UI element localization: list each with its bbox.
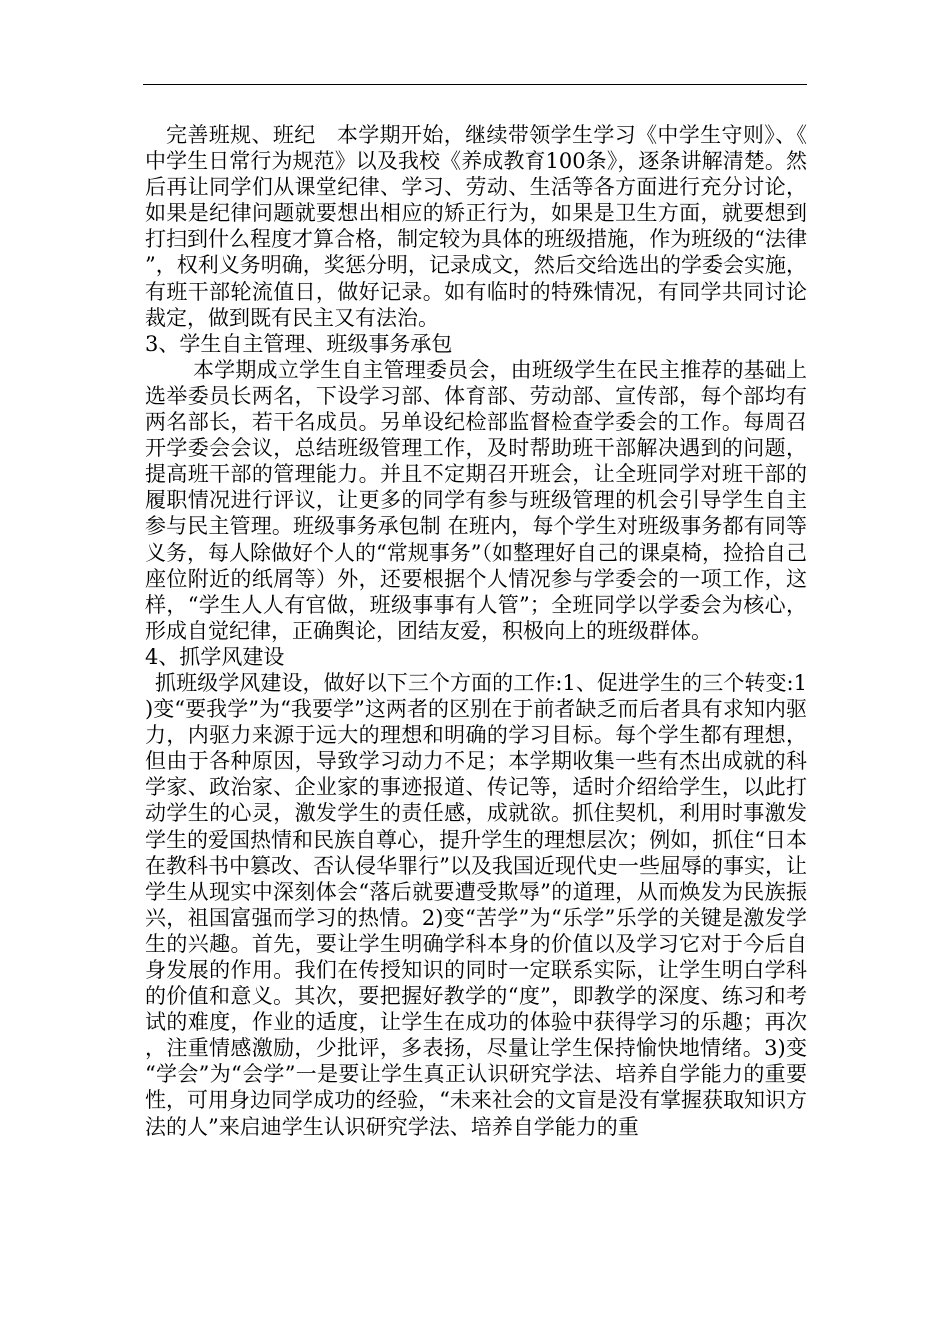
paragraph-study-style: 抓班级学风建设，做好以下三个方面的工作:1、促进学生的三个转变:1)变“要我学”为“我要学”这两者的区别在于前者缺乏而后者具有求知内驱力，内驱力来源于远大的理想和明确的学习目标。每个学生都有理想，但由于各种原因，导致学习动力不足；本学期收集一些有杰出成就的科学家、政治家、企业家的事迹报道、传记等，适时介绍给学生，以此打动学生的心灵，激发学生的责任感，成就欲。抓住契机，利用时事激发学生的爱国热情和民族自尊心，提升学生的理想层次；例如，抓住“日本在教科书中篡改、否认侵华罪行”以及我国近现代史一些屈辱的事实，让学生从现实中深刻体会“落后就要遭受欺辱”的道理，从而焕发为民族振兴，祖国富强而学习的热情。2)变“苦学”为“乐学”乐学的关键是激发学生的兴趣。首先，要让学生明确学科本身的价值以及学习它对于今后自身发展的作用。我们在传授知识的同时一定联系实际，让学生明白学科的价值和意义。其次，要把握好教学的“度”，即教学的深度、练习和考试的难度，作业的适度，让学生在成功的体验中获得学习的乐趣；再次，注重情感激励，少批评，多表扬，尽量让学生保持愉快地情绪。3)变“学会”为“会学”一是要让学生真正认识研究学法、培养自学能力的重要性，可用身边同学成功的经验，“未来社会的文盲是没有掌握获取知识方法的人”来启迪学生认识研究学法、培养自学能力的重 [145, 670, 807, 1139]
paragraph-self-management: 本学期成立学生自主管理委员会，由班级学生在民主推荐的基础上选举委员长两名，下设学习部、体育部、劳动部、宣传部，每个部均有两名部长，若干名成员。另单设纪检部监督检查学委会的工作。每周召开学委会会议，总结班级管理工作，及时帮助班干部解决遇到的问题，提高班干部的管理能力。并且不定期召开班会，让全班同学对班干部的履职情况进行评议，让更多的同学有参与班级管理的机会引导学生自主参与民主管理。班级事务承包制 在班内，每个学生对班级事务都有同等义务，每人除做好个人的“常规事务”（如整理好自己的课桌椅，捡拾自己座位附近的纸屑等）外，还要根据个人情况参与学委会的一项工作，这样，“学生人人有官做，班级事事有人管”；全班同学以学委会为核心，形成自觉纪律，正确舆论，团结友爱，积极向上的班级群体。 [145, 357, 807, 643]
header-rule [143, 84, 807, 85]
section-heading-self-management: 3、学生自主管理、班级事务承包 [145, 331, 453, 356]
section-heading-study-style: 4、抓学风建设 [145, 644, 285, 669]
document-body [145, 122, 807, 1140]
paragraph-class-rules: 完善班规、班纪 本学期开始，继续带领学生学习《中学生守则》、《中学生日常行为规范》以及我校《养成教育100条》，逐条讲解清楚。然后再让同学们从课堂纪律、学习、劳动、生活等各方面进行充分讨论，如果是纪律问题就要想出相应的矫正行为，如果是卫生方面，就要想到打扫到什么程度才算合格，制定较为具体的班级措施，作为班级的“法律”，权利义务明确，奖惩分明，记录成文，然后交给选出的学委会实施，有班干部轮流值日，做好记录。如有临时的特殊情况，有同学共同讨论裁定，做到既有民主又有法治。 [145, 123, 807, 330]
